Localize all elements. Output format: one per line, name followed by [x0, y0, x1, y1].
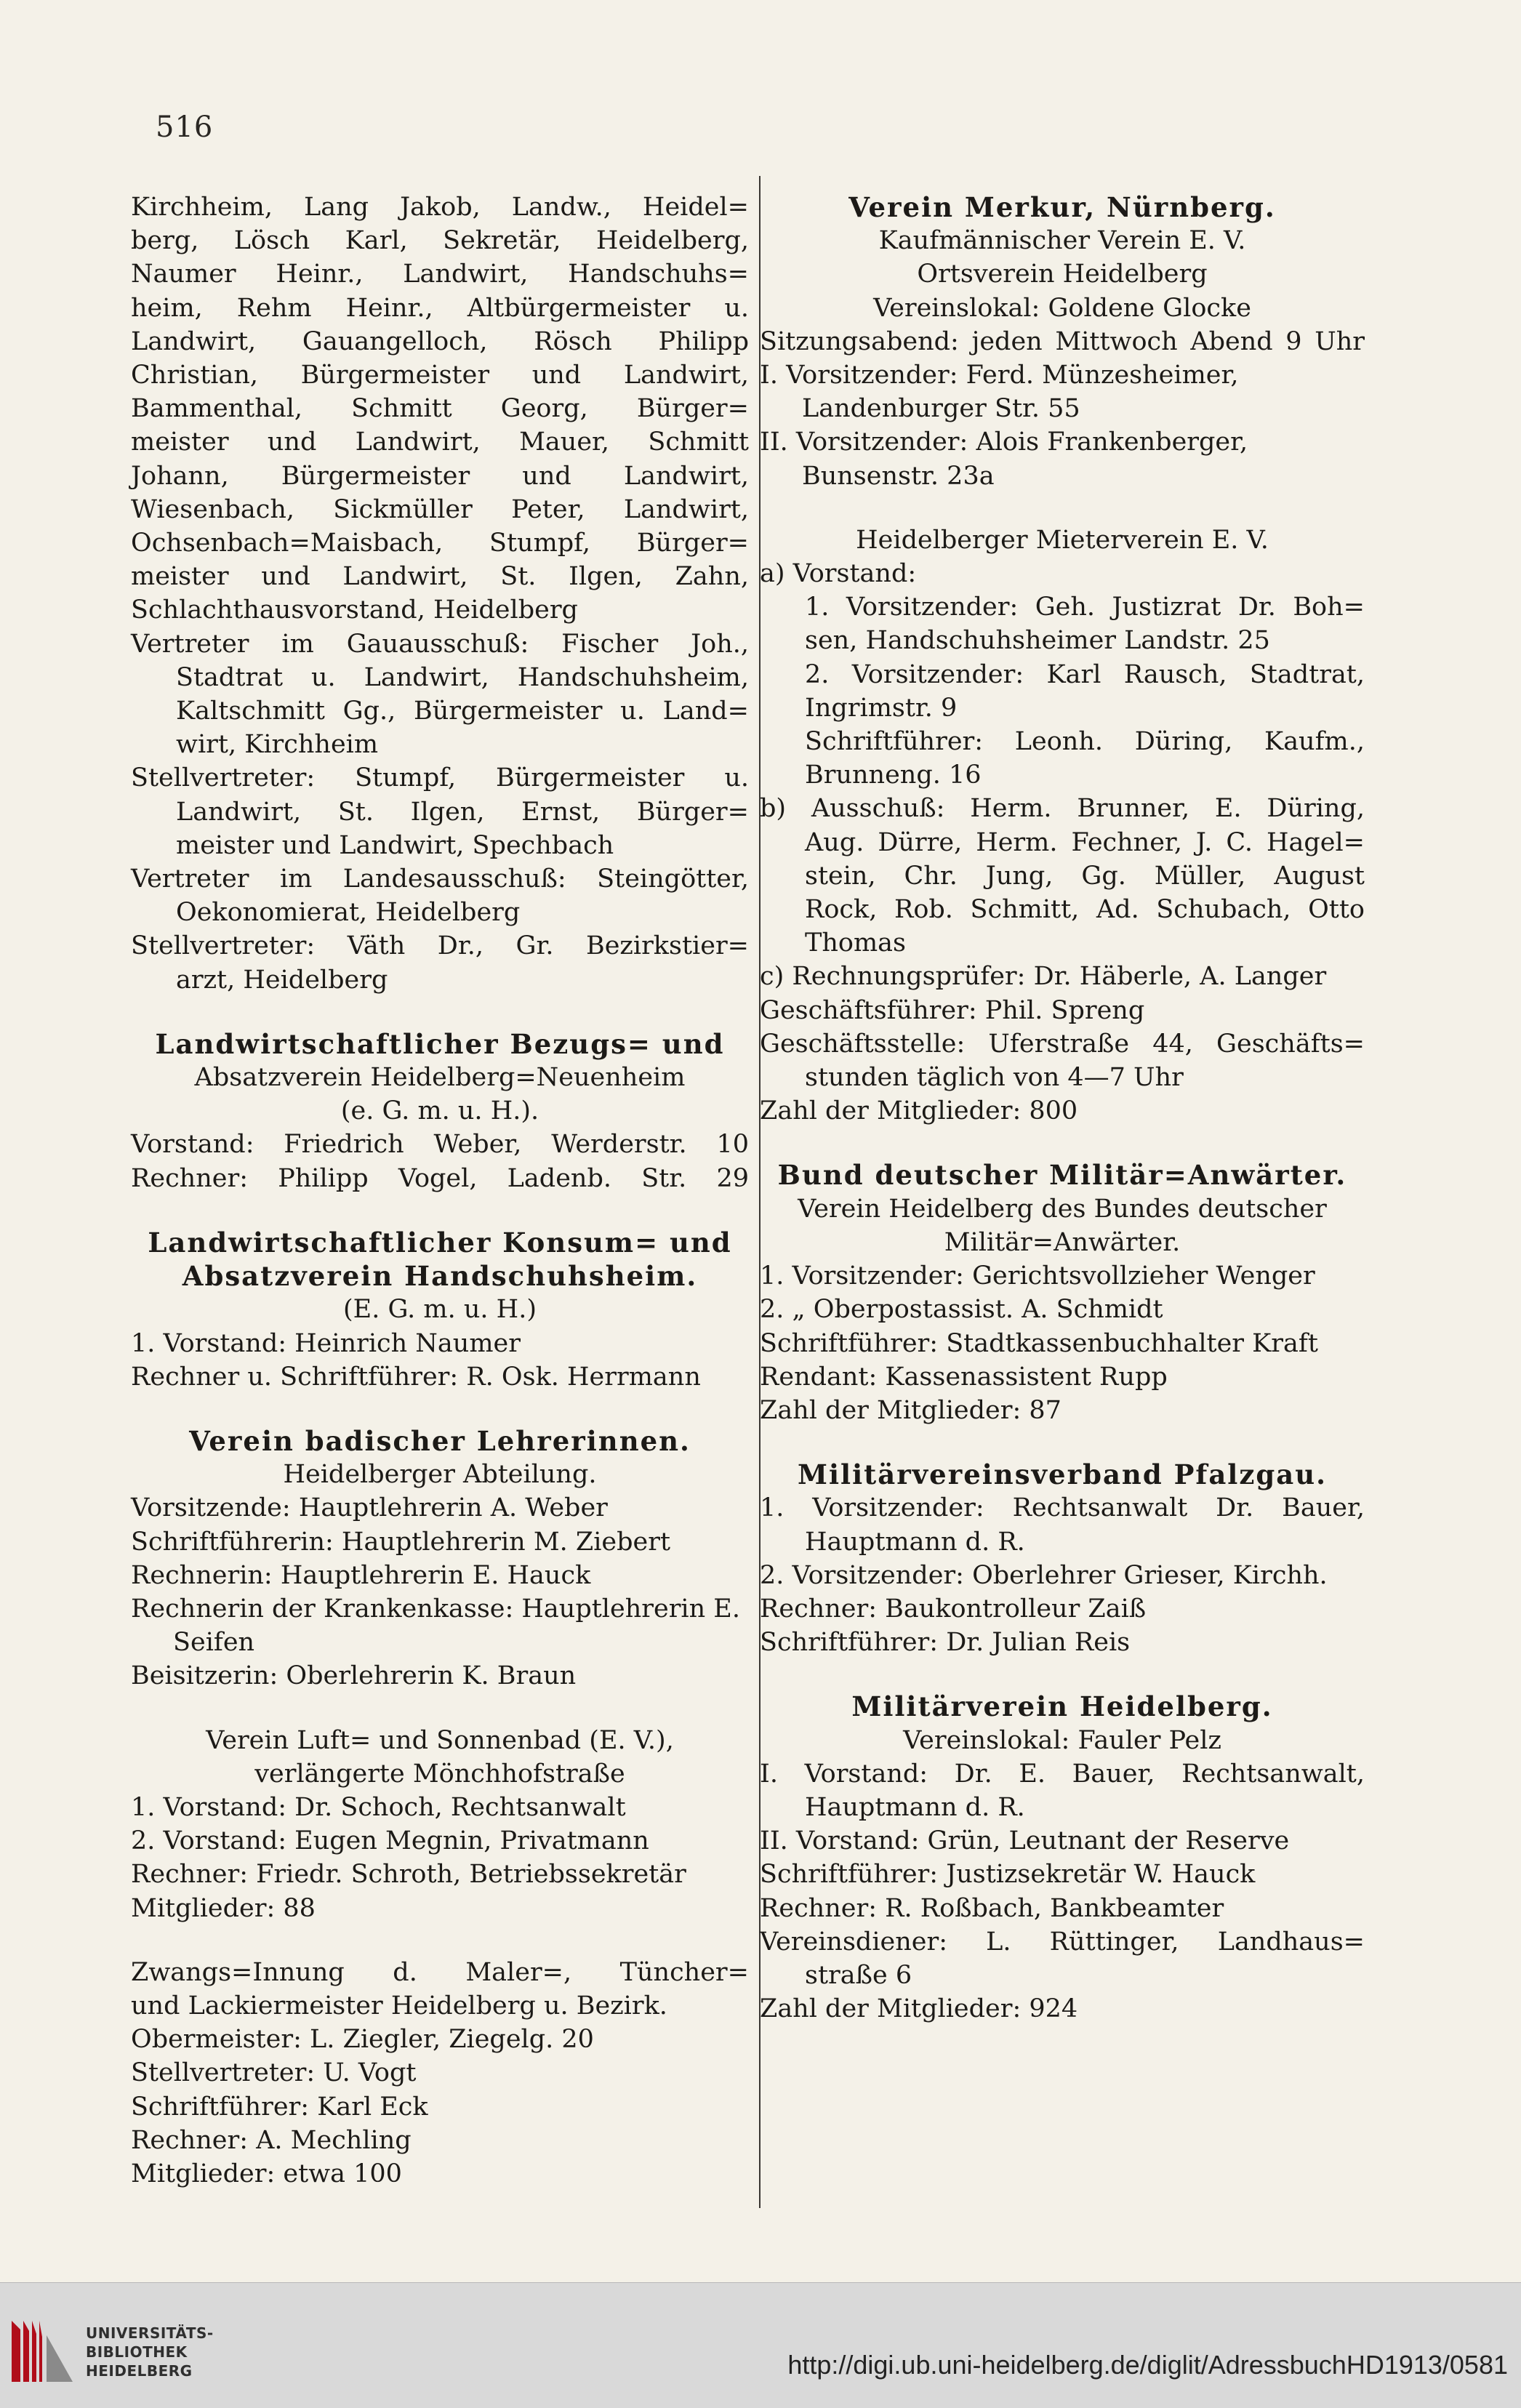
text-line: 2. Vorsitzender: Karl Rausch, Stadtrat,	[805, 659, 1365, 689]
text-line: 1. Vorsitzender: Rechtsanwalt Dr. Bauer,	[760, 1493, 1365, 1523]
text-line: stein, Chr. Jung, Gg. Müller, August	[805, 861, 1365, 891]
text-line: Ortsverein Heidelberg	[917, 260, 1208, 289]
text-line: Thomas	[805, 928, 906, 958]
text-line: Christian, Bürgermeister und Landwirt,	[131, 361, 749, 390]
text-line: wirt, Kirchheim	[176, 730, 379, 760]
text-line: (E. G. m. u. H.)	[343, 1295, 537, 1325]
text-line: Landwirt, Gauangelloch, Rösch Philipp	[131, 326, 749, 356]
text-line: Schriftführer: Stadtkassenbuchhalter Kraft	[760, 1328, 1318, 1358]
text-line: Schriftführerin: Hauptlehrerin M. Ziebert	[131, 1527, 671, 1557]
text-line: 2. Vorstand: Eugen Megnin, Privatmann	[131, 1826, 649, 1856]
section-heading: I. Vorsitzender: Ferd. Münzesheimer, Landenburger Str. 55	[760, 361, 1239, 424]
text-line: meister und Landwirt, Spechbach	[176, 830, 614, 860]
text-line: meister und Landwirt, St. Ilgen, Zahn,	[131, 562, 749, 592]
text-line: meister und Landwirt, Mauer, Schmitt	[131, 428, 749, 457]
text-line: II. Vorstand: Grün, Leutnant der Reserve	[760, 1826, 1290, 1856]
text-line: c) Rechnungsprüfer: Dr. Häberle, A. Langer	[760, 962, 1327, 992]
text-line: Kaltschmitt Gg., Bürgermeister u. Land=	[176, 697, 749, 726]
section-heading: Verein badischer Lehrerinnen.	[189, 1424, 691, 1457]
text-line: Stadtrat u. Landwirt, Handschuhsheim,	[176, 662, 749, 692]
text-line: Mitglieder: etwa 100	[131, 2159, 402, 2188]
section-heading: Landwirtschaftlicher Konsum= und	[148, 1226, 732, 1259]
text-line: Rechner: Philipp Vogel, Ladenb. Str. 29	[131, 1163, 749, 1193]
text-line: Rendant: Kassenassistent Rupp	[760, 1362, 1168, 1392]
text-line: Vereinslokal: Fauler Pelz	[903, 1725, 1221, 1755]
text-line: Stellvertreter: Stumpf, Bürgermeister u.	[131, 763, 749, 793]
text-line: Brunneng. 16	[805, 760, 982, 790]
text-line: Heidelberger Mieterverein E. V.	[856, 525, 1269, 555]
text-line: Zahl der Mitglieder: 87	[760, 1395, 1062, 1425]
text-line: sen, Handschuhsheimer Landstr. 25	[805, 626, 1270, 656]
page-number: 516	[156, 111, 214, 144]
text-line: Rechner: Baukontrolleur Zaiß	[760, 1594, 1147, 1624]
text-line: Stellvertreter: Väth Dr., Gr. Bezirkstier=	[131, 931, 749, 961]
section-heading: Landwirtschaftlicher Bezugs= und	[155, 1027, 725, 1060]
text-line: Ochsenbach=Maisbach, Stumpf, Bürger=	[131, 529, 749, 558]
text-line: heim, Rehm Heinr., Altbürgermeister u.	[131, 293, 749, 323]
text-line: arzt, Heidelberg	[176, 965, 388, 995]
text-line: Obermeister: L. Ziegler, Ziegelg. 20	[131, 2025, 594, 2055]
text-line: 2. „ Oberpostassist. A. Schmidt	[760, 1295, 1163, 1325]
text-line: Hauptmann d. R.	[805, 1527, 1025, 1557]
text-line: berg, Lösch Karl, Sekretär, Heidelberg,	[131, 226, 749, 256]
text-line: straße 6	[805, 1960, 912, 1990]
text-line: Oekonomierat, Heidelberg	[176, 898, 521, 928]
library-logo-icon[interactable]	[12, 2321, 73, 2382]
text-line: Verein Heidelberg des Bundes deutscher	[798, 1194, 1327, 1224]
text-line: b) Ausschuß: Herm. Brunner, E. Düring,	[760, 794, 1365, 824]
section-heading: Militärverein Heidelberg.	[851, 1690, 1273, 1723]
text-line: Schriftführer: Karl Eck	[131, 2092, 428, 2122]
right-column	[760, 190, 1365, 2026]
library-name-line-1: UNIVERSITÄTS-	[86, 2324, 214, 2342]
text-line: 1. Vorstand: Heinrich Naumer	[131, 1328, 521, 1358]
text-line: 1. Vorstand: Dr. Schoch, Rechtsanwalt	[131, 1792, 626, 1822]
text-line: Johann, Bürgermeister und Landwirt,	[131, 461, 749, 491]
text-line: Landwirt, St. Ilgen, Ernst, Bürger=	[176, 797, 749, 827]
text-line: Rock, Rob. Schmitt, Ad. Schubach, Otto	[805, 895, 1365, 925]
text-line: Kaufmännischer Verein E. V.	[878, 226, 1246, 256]
text-line: 2. Vorsitzender: Oberlehrer Grieser, Kirchh.	[760, 1560, 1328, 1590]
library-name[interactable]	[86, 2324, 214, 2380]
text-line: Vereinslokal: Goldene Glocke	[873, 293, 1251, 323]
text-line: Schriftführer: Leonh. Düring, Kaufm.,	[805, 727, 1365, 757]
text-line: Rechner: R. Roßbach, Bankbeamter	[760, 1893, 1224, 1923]
text-line: Vorstand: Friedrich Weber, Werderstr. 10	[131, 1130, 749, 1160]
text-line: verlängerte Mönchhofstraße	[254, 1759, 625, 1789]
text-line: Rechner u. Schriftführer: R. Osk. Herrmann	[131, 1362, 701, 1392]
text-line: Schriftführer: Justizsekretär W. Hauck	[760, 1860, 1256, 1890]
text-line: Rechner: A. Mechling	[131, 2125, 412, 2155]
section-heading: Verein Merkur, Nürnberg.	[848, 191, 1276, 223]
text-line: Naumer Heinr., Landwirt, Handschuhs=	[131, 260, 749, 289]
text-line: Hauptmann d. R.	[805, 1792, 1025, 1822]
text-line: Vorsitzende: Hauptlehrerin A. Weber	[131, 1493, 608, 1523]
text-line: Zwangs=Innung d. Maler=, Tüncher=	[131, 1957, 749, 1987]
text-line: Rechnerin: Hauptlehrerin E. Hauck	[131, 1560, 591, 1590]
text-line: Stellvertreter: U. Vogt	[131, 2058, 417, 2088]
text-line: und Lackiermeister Heidelberg u. Bezirk.	[131, 1991, 667, 2020]
library-name-line-2: BIBLIOTHEK	[86, 2343, 188, 2361]
text-line: 1. Vorsitzender: Geh. Justizrat Dr. Boh=	[805, 593, 1365, 622]
text-line: Aug. Dürre, Herm. Fechner, J. C. Hagel=	[805, 827, 1365, 857]
text-line: Bammenthal, Schmitt Georg, Bürger=	[131, 394, 749, 424]
text-line: Mitglieder: 88	[131, 1893, 316, 1923]
text-line: Beisitzerin: Oberlehrerin K. Braun	[131, 1661, 577, 1691]
text-line: (e. G. m. u. H.).	[340, 1096, 539, 1126]
section-heading: Bund deutscher Militär=Anwärter.	[777, 1159, 1347, 1192]
text-line: Geschäftsstelle: Uferstraße 44, Geschäfts=	[760, 1029, 1365, 1059]
text-line: Rechner: Friedr. Schroth, Betriebssekretär	[131, 1860, 686, 1890]
library-name-line-3: HEIDELBERG	[86, 2362, 193, 2380]
text-line: Schriftführer: Dr. Julian Reis	[760, 1628, 1131, 1658]
text-line: Wiesenbach, Sickmüller Peter, Landwirt,	[131, 494, 749, 524]
text-line: stunden täglich von 4—7 Uhr	[805, 1063, 1184, 1093]
text-line: a) Vorstand:	[760, 559, 917, 589]
section-heading: II. Vorsitzender: Alois Frankenberger, Bunsenstr. 23a	[760, 428, 1248, 491]
source-url-link[interactable]: http://digi.ub.uni-heidelberg.de/diglit/AdressbuchHD1913/0581	[787, 2350, 1508, 2380]
text-line: Zahl der Mitglieder: 924	[760, 1994, 1078, 2024]
text-line: Geschäftsführer: Phil. Spreng	[760, 995, 1145, 1025]
text-line: Vertreter im Gauausschuß: Fischer Joh.,	[131, 629, 749, 659]
text-line: Sitzungsabend: jeden Mittwoch Abend 9 Uhr	[760, 326, 1365, 356]
text-line: 1. Vorsitzender: Gerichtsvollzieher Wenger	[760, 1261, 1315, 1291]
text-line: Ingrimstr. 9	[805, 693, 958, 723]
text-line: Zahl der Mitglieder: 800	[760, 1096, 1078, 1126]
text-line: Vereinsdiener: L. Rüttinger, Landhaus=	[760, 1927, 1365, 1956]
text-line: Militär=Anwärter.	[944, 1227, 1181, 1257]
section-heading: Militärvereinsverband Pfalzgau.	[798, 1458, 1327, 1491]
text-line: Kirchheim, Lang Jakob, Landw., Heidel=	[131, 193, 749, 222]
text-line: Vertreter im Landesausschuß: Steingötter,	[131, 864, 749, 894]
footer-bar	[0, 2282, 1521, 2408]
text-line: Absatzverein Heidelberg=Neuenheim	[194, 1063, 686, 1093]
text-line: Verein Luft= und Sonnenbad (E. V.),	[206, 1725, 674, 1755]
text-line: I. Vorstand: Dr. E. Bauer, Rechtsanwalt,	[760, 1759, 1365, 1789]
section-heading: Absatzverein Handschuhsheim.	[182, 1260, 698, 1293]
text-line: Schlachthausvorstand, Heidelberg	[131, 595, 578, 625]
text-line: Heidelberger Abteilung.	[283, 1460, 597, 1490]
section-heading: Rechnerin der Krankenkasse: Hauptlehrerin E. Seifen	[131, 1594, 740, 1658]
left-column	[131, 190, 749, 2191]
